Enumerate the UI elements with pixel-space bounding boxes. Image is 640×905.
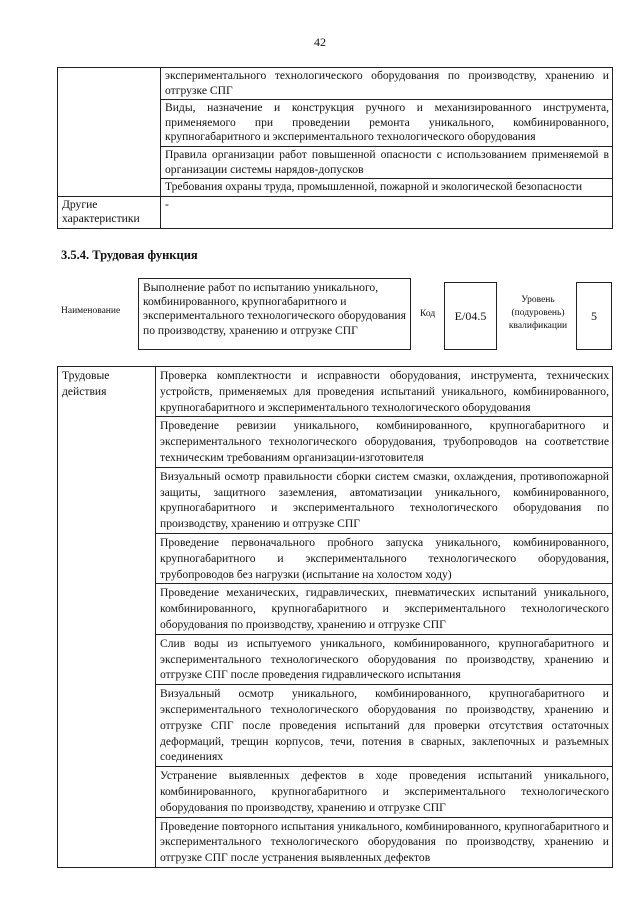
code-label: Код: [420, 309, 436, 319]
row-label: [58, 68, 161, 197]
table-cell: Виды, назначение и конструкция ручного и механизированного инструмента, применяемого при проведении ремонта уникального, комбинированного, крупногабаритного и экспериментального технологического оборудования: [161, 100, 613, 147]
function-name: Выполнение работ по испытанию уникального, комбинированного, крупногабаритного и экспериментального технологического оборудования по производству, хранению и отгрузке СПГ: [138, 278, 411, 350]
page-number: 42: [314, 35, 326, 49]
knowledge-table: [57, 67, 613, 229]
table-cell: Слив воды из испытуемого уникального, комбинированного, крупногабаритного и экспериментального технологического оборудования по производству, хранению и отгрузке СПГ после проведения гидравлического испытания: [156, 634, 613, 684]
row-label: Трудовые действия: [58, 367, 156, 868]
name-label: Наименование: [61, 306, 121, 316]
table-cell: Правила организации работ повышенной опасности с использованием применяемой в организации системы нарядов-допусков: [161, 146, 613, 178]
table-row: [58, 196, 613, 228]
actions-table: [57, 366, 613, 868]
table-cell: Визуальный осмотр уникального, комбинированного, крупногабаритного и экспериментального технологического оборудования по производству, хранению и отгрузке СПГ после проведения испытаний для проверки отсутствия остаточных деформаций, трещин корпусов, течи, потения в сварных, заклепочных и разъемных соединениях: [156, 685, 613, 767]
row-label: Другие характеристики: [58, 196, 161, 228]
table-cell: Проведение повторного испытания уникального, комбинированного, крупногабаритного и экспериментального технологического оборудования по производству, хранению и отгрузке СПГ после устранения выявленных дефектов: [156, 817, 613, 867]
code-value: E/04.5: [444, 282, 497, 350]
level-value: 5: [576, 282, 612, 350]
table-cell: Требования охраны труда, промышленной, пожарной и экологической безопасности: [161, 179, 613, 197]
table-cell: экспериментального технологического оборудования по производству, хранению и отгрузке СПГ: [161, 68, 613, 100]
section-title: 3.5.4. Трудовая функция: [61, 248, 198, 262]
table-cell: -: [161, 196, 613, 228]
table-cell: Визуальный осмотр правильности сборки систем смазки, охлаждения, противопожарной защиты, защитного заземления, автоматизации уникального, комбинированного, крупногабаритного и экспериментального технологического оборудования по производству, хранению и отгрузке СПГ: [156, 467, 613, 533]
table-row: [58, 68, 613, 100]
table-cell: Устранение выявленных дефектов в ходе проведения испытаний уникального, комбинированного, крупногабаритного и экспериментального технологического оборудования по производству, хранению и отгрузке СПГ: [156, 767, 613, 817]
table-cell: Проверка комплектности и исправности оборудования, инструмента, технических устройств, применяемых для проведения испытаний уникального, комбинированного, крупногабаритного и экспериментального технологического оборудования: [156, 367, 613, 417]
table-cell: Проведение первоначального пробного запуска уникального, комбинированного, крупногабаритного и экспериментального технологического оборудования, трубопроводов без нагрузки (испытание на холостом ходу): [156, 533, 613, 583]
table-cell: Проведение механических, гидравлических, пневматических испытаний уникального, комбинированного, крупногабаритного и экспериментального технологического оборудования по производству, хранению и отгрузке СПГ: [156, 584, 613, 634]
table-cell: Проведение ревизии уникального, комбинированного, крупногабаритного и экспериментального технологического оборудования, трубопроводов на соответствие техническим требованиям организации-изготовителя: [156, 417, 613, 467]
table-row: [58, 367, 613, 417]
level-label: Уровень (подуровень) квалификации: [508, 295, 568, 331]
